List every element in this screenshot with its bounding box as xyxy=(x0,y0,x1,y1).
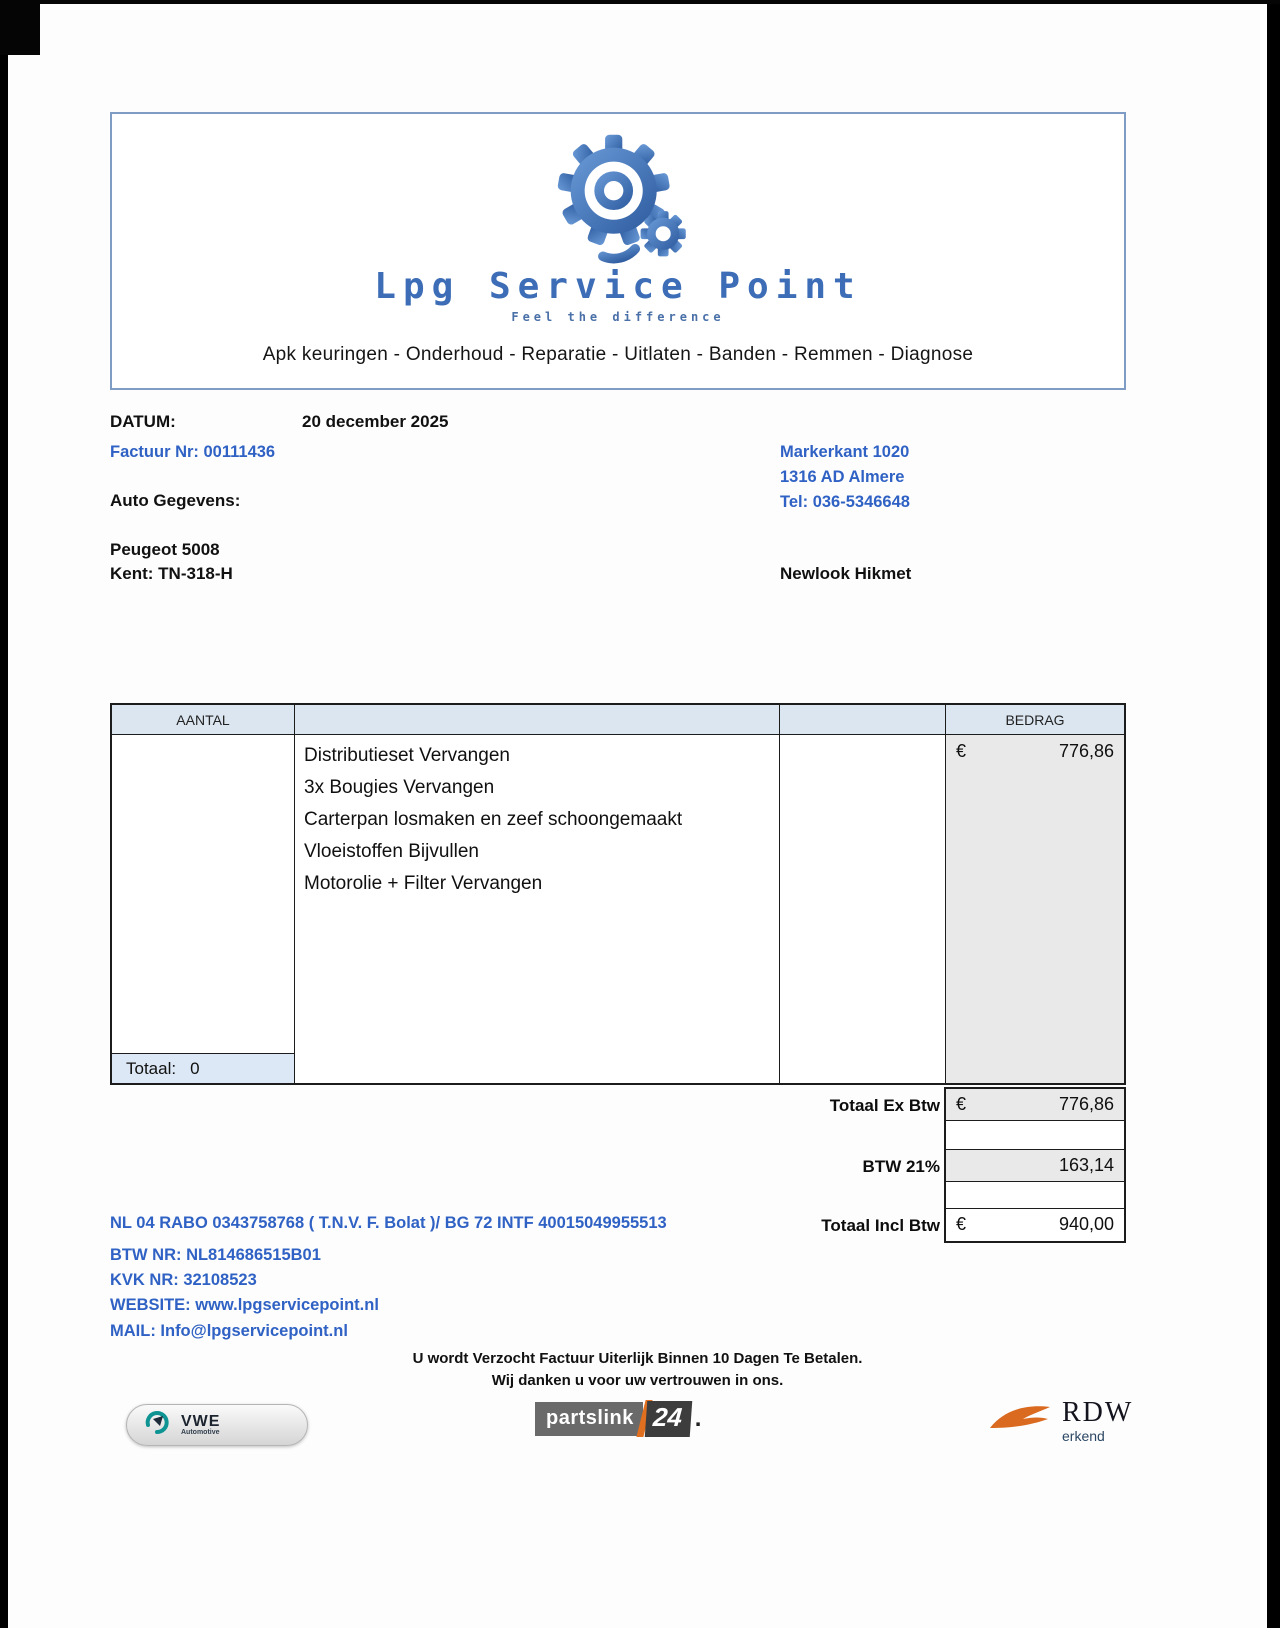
line-item: Distributieset Vervangen xyxy=(304,745,510,766)
customer-name: Newlook Hikmet xyxy=(780,564,912,583)
line-amount-row xyxy=(946,735,1124,767)
column-header-bedrag: BEDRAG xyxy=(946,705,1124,735)
scan-edge-top xyxy=(0,0,1280,4)
empty-row xyxy=(946,1182,1124,1209)
datum-label: DATUM: xyxy=(110,412,176,431)
column-header-spacer xyxy=(780,705,946,735)
partslink24-logo xyxy=(535,1400,701,1437)
empty-row xyxy=(946,1121,1124,1150)
totals-amount-stack xyxy=(944,1087,1126,1243)
car-model: Peugeot 5008 xyxy=(110,540,220,559)
company-address-line2: 1316 AD Almere xyxy=(780,468,905,486)
spacer-column-body xyxy=(780,735,946,1083)
bank-account-line: NL 04 RABO 0343758768 ( T.N.V. F. Bolat )/ BG 72 INTF 40015049955513 xyxy=(110,1214,667,1232)
brand-services: Apk keuringen - Onderhoud - Reparatie - Uitlaten - Banden - Remmen - Diagnose xyxy=(262,344,974,365)
line-item: 3x Bougies Vervangen xyxy=(304,777,495,798)
btw-row xyxy=(946,1150,1124,1182)
kvk-nr-line: KVK NR: 32108523 xyxy=(110,1271,257,1289)
currency-symbol: € xyxy=(956,1214,967,1234)
invoice-table xyxy=(110,703,1126,1085)
vwe-icon xyxy=(143,1409,171,1442)
line-item: Motorolie + Filter Vervangen xyxy=(304,873,543,894)
btw-label: BTW 21% xyxy=(862,1157,940,1176)
column-header-aantal: AANTAL xyxy=(112,705,295,735)
totaal-ex-btw-label: Totaal Ex Btw xyxy=(829,1096,940,1115)
partslink-number: 24 xyxy=(645,1401,692,1437)
brand-name: Lpg Service Point xyxy=(374,266,862,307)
totaal-aantal-cell xyxy=(112,1053,295,1083)
car-plate: Kent: TN-318-H xyxy=(110,564,233,583)
vwe-logo xyxy=(126,1404,308,1446)
totaal-incl-btw-value: 940,00 xyxy=(1058,1214,1114,1234)
company-address-line1: Markerkant 1020 xyxy=(780,443,910,461)
gear-logo-icon xyxy=(534,124,702,271)
totaal-incl-btw-label: Totaal Incl Btw xyxy=(821,1216,940,1235)
description-column-body xyxy=(295,735,780,1083)
btw-value: 163,14 xyxy=(1058,1155,1114,1175)
website-line: WEBSITE: www.lpgservicepoint.nl xyxy=(110,1296,379,1314)
currency-symbol: € xyxy=(956,1094,967,1114)
scan-corner-mark xyxy=(0,0,40,55)
btw-nr-line: BTW NR: NL814686515B01 xyxy=(110,1246,321,1264)
mail-line: MAIL: Info@lpgservicepoint.nl xyxy=(110,1322,348,1340)
column-header-description xyxy=(295,705,780,735)
auto-gegevens-label: Auto Gegevens: xyxy=(110,491,241,510)
rdw-logo xyxy=(988,1397,1134,1444)
totaal-aantal-value: 0 xyxy=(190,1058,200,1078)
datum-value: 20 december 2025 xyxy=(302,412,449,431)
line-item: Carterpan losmaken en zeef schoongemaakt xyxy=(304,809,683,830)
thanks-note: Wij danken u voor uw vertrouwen in ons. xyxy=(491,1372,784,1389)
brand-header-box xyxy=(110,112,1126,390)
partslink-dot: . xyxy=(694,1404,702,1432)
totaal-ex-btw-value: 776,86 xyxy=(1058,1094,1114,1114)
vwe-label: VWE xyxy=(181,1413,221,1430)
totaal-ex-btw-row xyxy=(946,1089,1124,1121)
line-amount: 776,86 xyxy=(1058,741,1114,761)
rdw-label: RDW xyxy=(1062,1397,1134,1428)
totaal-incl-btw-row xyxy=(946,1209,1124,1241)
vwe-sublabel: Automotive xyxy=(181,1429,220,1436)
currency-symbol: € xyxy=(956,741,967,761)
brand-tagline: Feel the difference xyxy=(511,310,725,324)
bedrag-column-body xyxy=(946,735,1124,1083)
invoice-page xyxy=(8,0,1267,1628)
payment-note: U wordt Verzocht Factuur Uiterlijk Binnen 10 Dagen Te Betalen. xyxy=(412,1350,863,1367)
company-phone: Tel: 036-5346648 xyxy=(780,493,910,511)
totaal-aantal-label: Totaal: xyxy=(126,1058,177,1078)
aantal-column-body xyxy=(112,735,295,1053)
rdw-sublabel: erkend xyxy=(1062,1428,1105,1444)
line-item: Vloeistoffen Bijvullen xyxy=(304,841,479,862)
factuur-nr: Factuur Nr: 00111436 xyxy=(110,443,276,461)
rdw-wing-icon xyxy=(988,1400,1052,1441)
partslink-text: partslink xyxy=(535,1402,643,1436)
